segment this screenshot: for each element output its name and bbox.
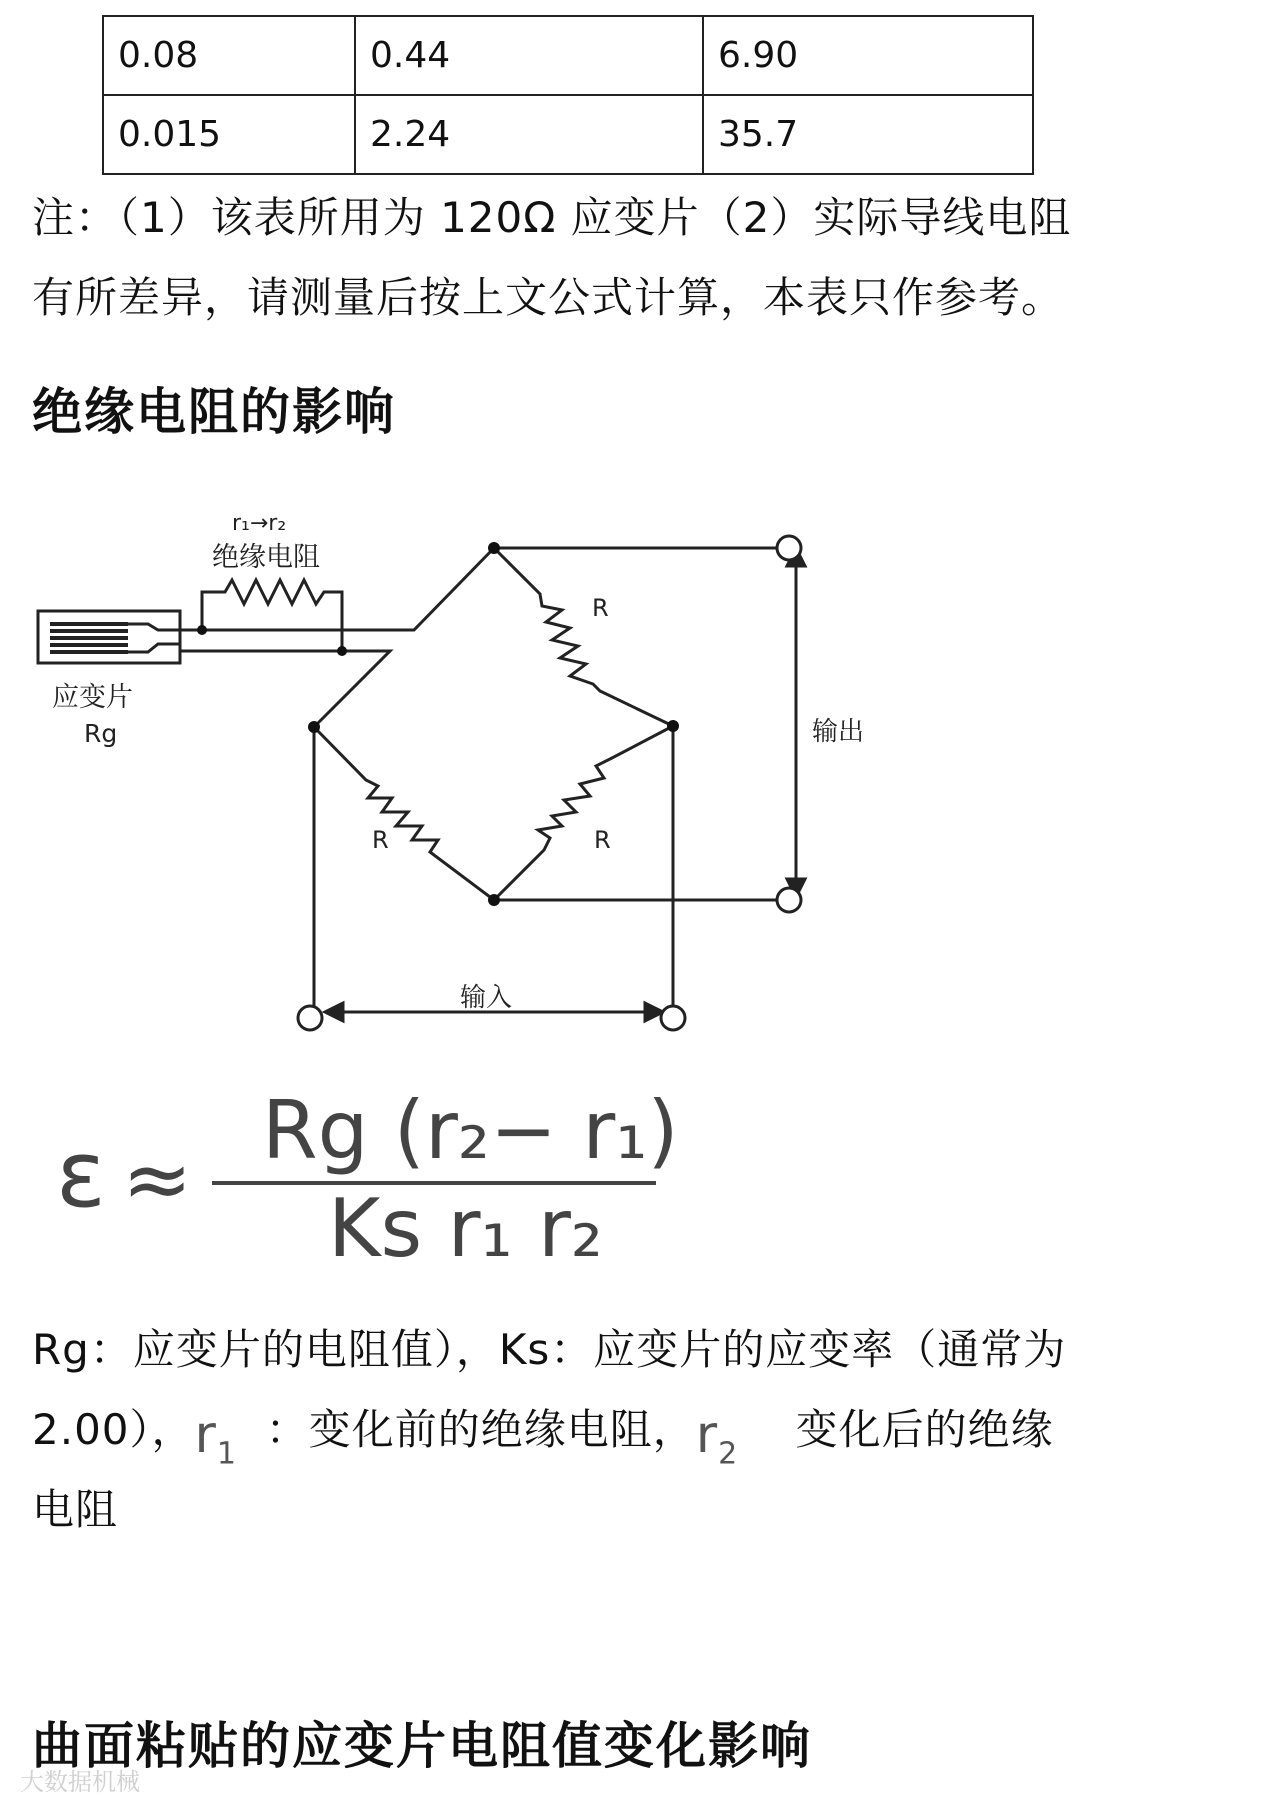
- resistor-label: R: [594, 826, 611, 854]
- note-line-2: 有所差异，请测量后按上文公式计算，本表只作参考。: [32, 273, 1065, 322]
- resistor-label: R: [372, 826, 389, 854]
- input-label: 输入: [460, 983, 513, 1013]
- insulation-strain-formula: [40, 1080, 680, 1280]
- epsilon-symbol: ε: [56, 1121, 106, 1228]
- r-transition-label: r₁→r₂: [232, 511, 287, 536]
- description-line-2: [32, 1390, 1054, 1470]
- description-line-1: Rg：应变片的电阻值），Ks：应变片的应变率（通常为: [32, 1325, 1067, 1374]
- formula-numerator: Rg (r₂− r₁): [262, 1084, 679, 1177]
- insulation-resistance-label: 绝缘电阻: [212, 542, 320, 573]
- table-cell: 0.015: [103, 95, 355, 174]
- node-dot: [667, 720, 679, 732]
- node-dot: [488, 894, 500, 906]
- node-dot: [308, 721, 320, 733]
- table-cell: 35.7: [703, 95, 1033, 174]
- description-line-3: 电阻: [32, 1485, 119, 1534]
- description-text: 变化后的绝缘: [795, 1405, 1054, 1454]
- table-cell: 2.24: [355, 95, 703, 174]
- section-heading-insulation: 绝缘电阻的影响: [32, 383, 396, 441]
- strain-gauge-symbol-label: Rg: [84, 719, 118, 748]
- description-text: ：变化前的绝缘电阻，: [265, 1405, 696, 1454]
- table-cell: 0.44: [355, 16, 703, 95]
- formula-denominator: Ks r₁ r₂: [328, 1182, 603, 1275]
- node-dot: [197, 625, 207, 635]
- table-cell: 0.08: [103, 16, 355, 95]
- table-row: [103, 16, 1033, 95]
- table-cell: 6.90: [703, 16, 1033, 95]
- r2-symbol: $r_2$: [695, 1405, 739, 1472]
- r1-symbol: $r_1$: [194, 1405, 238, 1472]
- output-label: 输出: [812, 717, 865, 747]
- watermark: 大数据机械: [20, 1768, 140, 1796]
- wire-resistance-table: [102, 15, 1034, 175]
- description-text: 2.00），: [32, 1405, 195, 1454]
- input-terminal: [298, 1006, 322, 1030]
- node-dot: [337, 646, 347, 656]
- section-heading-curved-surface: 曲面粘贴的应变片电阻值变化影响: [32, 1717, 812, 1775]
- strain-gauge-label: 应变片: [52, 682, 133, 713]
- node-dot: [488, 542, 500, 554]
- table-row: [103, 95, 1033, 174]
- resistor-label: R: [592, 594, 609, 622]
- note-line-1: 注：（1）该表所用为 120Ω 应变片（2）实际导线电阻: [32, 193, 1072, 242]
- approx-symbol: ≈: [122, 1130, 193, 1228]
- output-terminal: [777, 536, 801, 560]
- bridge-circuit-diagram: [0, 470, 1267, 1050]
- input-terminal: [661, 1006, 685, 1030]
- output-terminal: [777, 888, 801, 912]
